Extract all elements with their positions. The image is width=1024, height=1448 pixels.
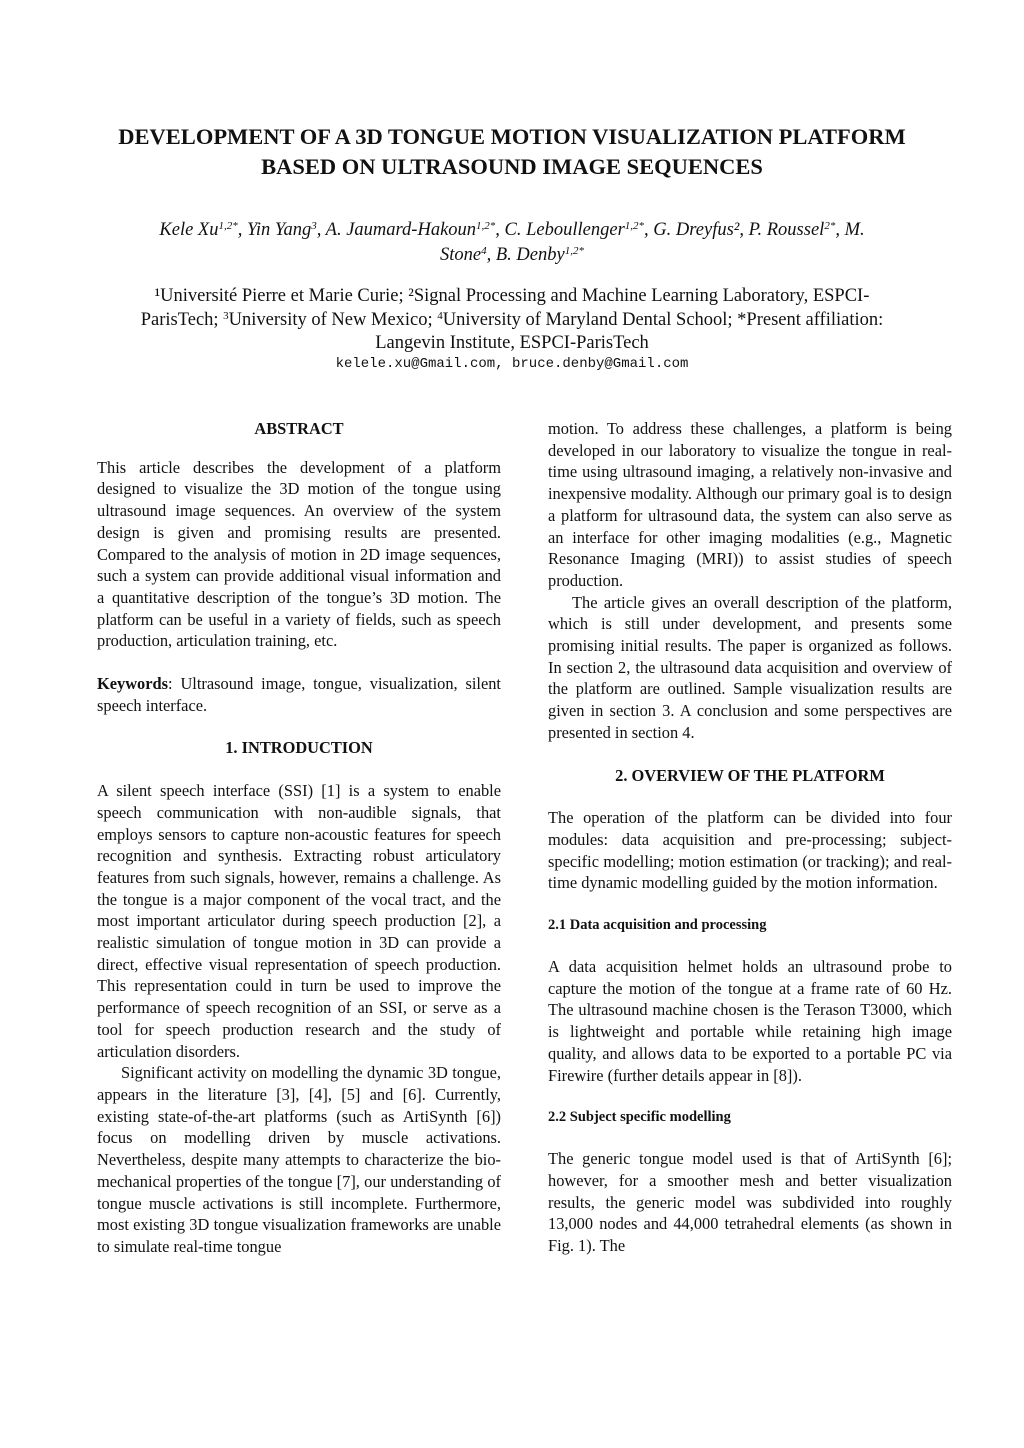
introduction-paragraph-1: A silent speech interface (SSI) [1] is a system to enable speech communication with non-audible signals, that employs sensors to capture non-acoustic features for speech recognition and synthesis. Extracting robust articulatory features from such signals, however, remains a challenge. As the tongue is a major component of the vocal tract, and the most important articulator during speech production [2], a realistic simulation of tongue motion in 3D can provide a direct, effective visual representation of speech production. This representation could in turn be used to improve the performance of speech recognition of an SSI, or serve as a tool for speech production research and the study of articulation disorders. bbox=[97, 781, 501, 1061]
author-affil-mark: 1,2* bbox=[218, 219, 238, 232]
keywords-label: Keywords bbox=[97, 674, 169, 694]
right-column bbox=[548, 418, 952, 1257]
title-line-2: BASED ON ULTRASOUND IMAGE SEQUENCES bbox=[261, 154, 763, 179]
author-affil-mark: 2* bbox=[824, 219, 836, 232]
abstract-heading: ABSTRACT bbox=[254, 419, 344, 438]
author-line-1 bbox=[60, 218, 964, 243]
affiliation-line-2: ParisTech; $^3$University of New Mexico; $^4$University of Maryland Dental School; *Present affiliation: bbox=[140, 309, 884, 330]
author-name: , B. Denby bbox=[486, 245, 565, 265]
abstract-text: This article describes the development of a platform designed to visualize the 3D motion of the tongue using ultrasound image sequences. An overview of the system design is given and promising results are presented. Compared to the analysis of motion in 2D image sequences, such a system can provide additional visual information and a quantitative description of the tongue’s 3D motion. The platform can be useful in a variety of fields, such as speech production, articulation training, etc. bbox=[97, 457, 501, 651]
introduction-paragraph-2: Significant activity on modelling the dynamic 3D tongue, appears in the literature [3], [4], [5] and [6]. Currently, existing state-of-the-art platforms (such as ArtiSynth [6]) focus on modelling driven by muscle activations. Nevertheless, despite many attempts to characterize the bio-mechanical properties of the tongue [7], our understanding of tongue muscle activations is still incomplete. Furthermore, most existing 3D tongue visualization frameworks are unable to simulate real-time tongue bbox=[97, 1063, 501, 1256]
author-affil-mark: 3 bbox=[311, 219, 317, 232]
author-affil-mark: 1,2* bbox=[624, 219, 645, 232]
author-name: , Yin Yang bbox=[237, 220, 312, 240]
author-line-2 bbox=[60, 243, 964, 268]
author-name: , G. Dreyfus² bbox=[644, 220, 740, 240]
affiliation-line-1: ¹Université Pierre et Marie Curie; ²Signal Processing and Machine Learning Laboratory, ESPCI- bbox=[154, 286, 870, 306]
paper-title bbox=[60, 122, 964, 182]
subsection-2-2-paragraph: The generic tongue model used is that of ArtiSynth [6]; however, for a smoother mesh and better visualization results, the generic model was subdivided into roughly 13,000 nodes and 44,000 tetrahedral elements (as shown in Fig. 1). The bbox=[548, 1149, 952, 1256]
author-emails: kelele.xu@Gmail.com, bruce.denby@Gmail.com bbox=[335, 356, 689, 372]
author-list bbox=[60, 218, 964, 268]
author-name: , C. Leboullenger bbox=[495, 220, 625, 240]
overview-heading: 2. OVERVIEW OF THE PLATFORM bbox=[615, 765, 885, 785]
title-line-1: DEVELOPMENT OF A 3D TONGUE MOTION VISUALIZATION PLATFORM bbox=[118, 124, 906, 149]
keywords-text: : Ultrasound image, tongue, visualization, silent speech interface. bbox=[97, 674, 501, 715]
author-affil-mark: 1,2* bbox=[564, 244, 584, 257]
introduction-outline-paragraph: The article gives an overall description of the platform, which is still under development, and presents some promising initial results. The paper is organized as follows. In section 2, the ultrasound data acquisition and overview of the platform are outlined. Sample visualization results are given in section 3. A conclusion and some perspectives are presented in section 4. bbox=[548, 592, 952, 742]
subsection-2-1-paragraph: A data acquisition helmet holds an ultrasound probe to capture the motion of the tongue at a frame rate of 60 Hz. The ultrasound machine chosen is the Terason T3000, which is lightweight and portable while retaining high image quality, and allows data to be exported to a portable PC via Firewire (further details appear in [8]). bbox=[548, 957, 952, 1085]
affiliation-line-3: Langevin Institute, ESPCI-ParisTech bbox=[375, 333, 649, 353]
author-name: , M. bbox=[835, 220, 865, 240]
subsection-2-1-heading: 2.1 Data acquisition and processing bbox=[548, 917, 767, 934]
introduction-continued-paragraph: motion. To address these challenges, a platform is being developed in our laboratory to visualize the tongue in real-time using ultrasound imaging, a relatively non-invasive and inexpensive modality. Although our primary goal is to design a platform for ultrasound data, the system can also serve as an interface for other imaging modalities (e.g., Magnetic Resonance Imaging (MRI)) to assist studies of speech production. bbox=[548, 419, 952, 590]
author-name: Kele Xu bbox=[159, 220, 219, 240]
subsection-2-2-heading: 2.2 Subject specific modelling bbox=[548, 1109, 731, 1126]
affiliations bbox=[60, 285, 964, 356]
author-affil-mark: 4 bbox=[481, 244, 487, 257]
overview-paragraph: The operation of the platform can be divided into four modules: data acquisition and pre-processing; subject-specific modelling; motion estimation (or tracking); and real-time dynamic modelling guided by the motion information. bbox=[548, 808, 952, 893]
author-name: Stone bbox=[440, 245, 482, 265]
introduction-heading: 1. INTRODUCTION bbox=[225, 738, 373, 758]
author-affil-mark: 1,2* bbox=[476, 219, 496, 232]
author-name: , P. Roussel bbox=[739, 220, 825, 240]
author-name: , A. Jaumard-Hakoun bbox=[316, 220, 477, 240]
keywords bbox=[97, 673, 501, 716]
left-column bbox=[97, 418, 501, 1258]
